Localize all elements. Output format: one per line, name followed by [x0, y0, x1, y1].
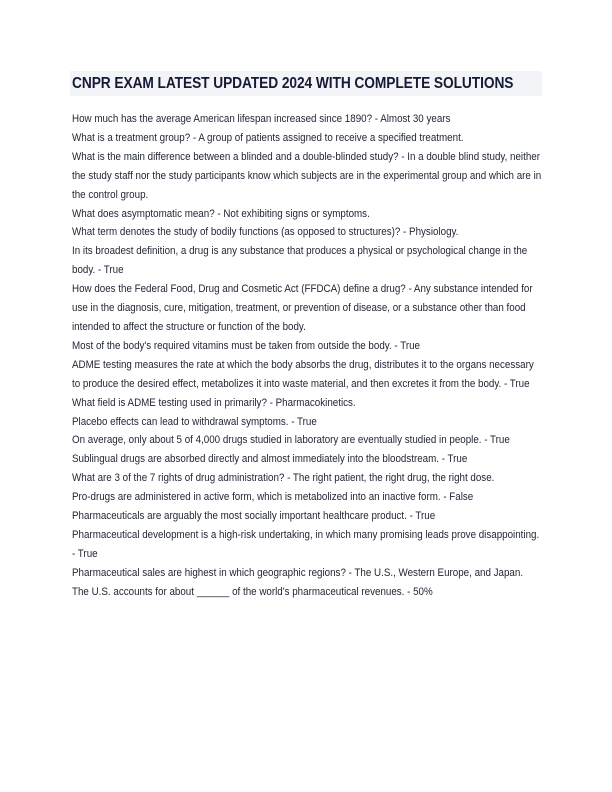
qa-item: Pharmaceuticals are arguably the most socially important healthcare product. - True	[72, 510, 436, 523]
qa-item: Pharmaceutical development is a high-risk undertaking, in which many promising leads prove disappointing. - True	[72, 528, 540, 560]
qa-item: How does the Federal Food, Drug and Cosmetic Act (FFDCA) define a drug? - Any substance intended for use in the diagnosis, cure, mitigation, treatment, or prevention of disease, or a substance other than food intended to affect the structure or function of the body.	[72, 283, 533, 333]
qa-item: On average, only about 5 of 4,000 drugs studied in laboratory are eventually studied in people. - True	[72, 434, 510, 447]
qa-item: What is the main difference between a blinded and a double-blinded study? - In a double blind study, neither the study staff nor the study participants know which subjects are in the experimental group and which are in the control group.	[72, 150, 542, 201]
qa-item: Sublingual drugs are absorbed directly and almost immediately into the bloodstream. - True	[72, 453, 468, 466]
qa-item: What field is ADME testing used in primarily? - Pharmacokinetics.	[72, 396, 356, 409]
qa-item: What is a treatment group? - A group of patients assigned to receive a specified treatment.	[72, 131, 464, 144]
qa-item: Pro-drugs are administered in active form, which is metabolized into an inactive form. - False	[72, 491, 474, 504]
qa-item: What does asymptomatic mean? - Not exhibiting signs or symptoms.	[72, 207, 370, 220]
qa-item: How much has the average American lifespan increased since 1890? - Almost 30 years	[72, 113, 451, 125]
title-bar	[70, 71, 542, 96]
qa-item: What are 3 of the 7 rights of drug administration? - The right patient, the right drug, the right dose.	[72, 472, 495, 485]
qa-item: The U.S. accounts for about ______ of the world's pharmaceutical revenues. - 50%	[72, 585, 433, 598]
qa-item: What term denotes the study of bodily functions (as opposed to structures)? - Physiology.	[72, 226, 459, 239]
qa-content	[72, 110, 542, 602]
qa-item: In its broadest definition, a drug is any substance that produces a physical or psychological change in the body. - True	[72, 245, 528, 277]
qa-item: Placebo effects can lead to withdrawal symptoms. - True	[72, 415, 317, 428]
document-title: CNPR EXAM LATEST UPDATED 2024 WITH COMPLETE SOLUTIONS	[72, 75, 514, 92]
qa-item: Most of the body's required vitamins must be taken from outside the body. - True	[72, 339, 420, 352]
qa-item: Pharmaceutical sales are highest in which geographic regions? - The U.S., Western Europe, and Japan.	[72, 566, 524, 579]
qa-item: ADME testing measures the rate at which the body absorbs the drug, distributes it to the organs necessary to produce the desired effect, metabolizes it into waste material, and then excretes it from the body. - True	[72, 358, 534, 390]
